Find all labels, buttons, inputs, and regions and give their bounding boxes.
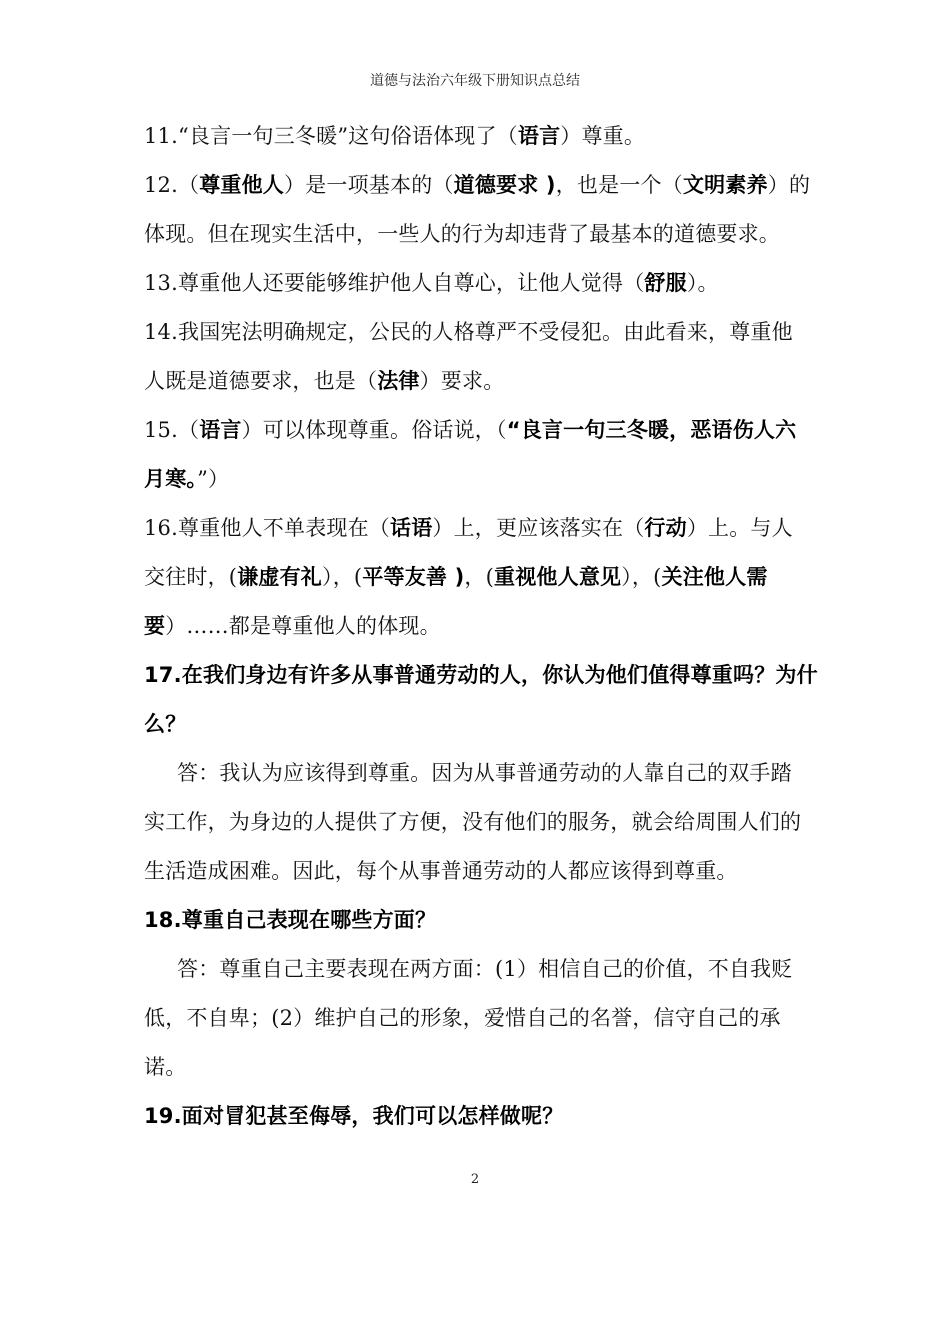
item-12-continued: 体现。但在现实生活中，一些人的行为却违背了最基本的道德要求。 — [144, 222, 780, 246]
text: ）。 — [686, 271, 719, 295]
item-12 — [144, 161, 834, 210]
question-18: 18.尊重自己表现在哪些方面？ — [144, 908, 437, 932]
text: 16.尊重他人不单表现在（ — [144, 516, 390, 540]
item-15-continued — [144, 455, 834, 504]
text: ，( — [464, 565, 495, 589]
text: ）可以体现尊重。俗话说，（ — [241, 418, 507, 442]
item-16-continued — [144, 553, 834, 602]
answer: 法律 — [377, 369, 420, 393]
item-14-continued — [144, 357, 834, 406]
item-16-end — [144, 602, 834, 651]
answer: 舒服 — [644, 271, 687, 295]
answer-17-continued: 实工作，为身边的人提供了方便，没有他们的服务，就会给周围人们的 — [144, 810, 802, 834]
answer-18-continued: 低，不自卑；(2）维护自己的形象，爱惜自己的名誉，信守自己的承 — [144, 1006, 781, 1030]
answer: 语言 — [199, 418, 242, 442]
question-17: 17.在我们身边有许多从事普通劳动的人，你认为他们值得尊重吗？为什 — [144, 663, 818, 687]
answer: 语言 — [517, 124, 561, 148]
text: 12.（ — [144, 173, 200, 197]
answer: 谦虚有礼 — [237, 565, 323, 589]
item-14: 14.我国宪法明确规定，公民的人格尊严不受侵犯。由此看来，尊重他 — [144, 320, 793, 344]
text: 15.（ — [144, 418, 200, 442]
text: 13.尊重他人还要能够维护他人自尊心，让他人觉得（ — [144, 271, 645, 295]
answer: 要 — [144, 614, 166, 638]
item-16 — [144, 504, 834, 553]
answer-18-end: 诺。 — [144, 1055, 187, 1079]
text: ）上，更应该落实在（ — [432, 516, 645, 540]
text: ），( — [322, 565, 363, 589]
item-13 — [144, 259, 834, 308]
text: ）是一项基本的（ — [284, 173, 454, 197]
answer: 道德要求 ) — [453, 173, 556, 197]
item-11 — [144, 112, 834, 161]
answer: 关注他人需 — [661, 565, 768, 589]
text: 交往时，( — [144, 565, 238, 589]
item-15 — [144, 406, 834, 455]
answer: 文明素养 — [682, 173, 768, 197]
text: ）……都是尊重他人的体现。 — [165, 614, 441, 638]
text: ，也是一个（ — [555, 173, 683, 197]
text: 11.“良言一句三冬暖”这句俗语体现了（ — [144, 124, 518, 148]
text: ）尊重。 — [560, 124, 646, 148]
answer: 平等友善 ) — [362, 565, 465, 589]
text: ）要求。 — [419, 369, 505, 393]
page-number: 2 — [470, 1172, 480, 1187]
text: ）上。与人 — [686, 516, 793, 540]
answer: “良言一句三冬暖，恶语伤人六 — [506, 418, 797, 442]
document-body — [144, 112, 834, 1141]
question-17-continued: 么？ — [144, 712, 187, 736]
answer-18: 答：尊重自己主要表现在两方面：(1）相信自己的价值，不自我贬 — [177, 957, 793, 981]
text: ）的 — [767, 173, 811, 197]
answer-17-end: 生活造成困难。因此，每个从事普通劳动的人都应该得到尊重。 — [144, 859, 738, 883]
text: ”） — [197, 467, 230, 491]
text: 人既是道德要求，也是（ — [144, 369, 378, 393]
answer: 行动 — [644, 516, 687, 540]
answer: 尊重他人 — [199, 173, 285, 197]
text: ），( — [621, 565, 662, 589]
answer: 话语 — [390, 516, 433, 540]
page-header: 道德与法治六年级下册知识点总结 — [370, 73, 580, 89]
answer-17: 答：我认为应该得到尊重。因为从事普通劳动的人靠自己的双手踏 — [177, 761, 792, 785]
question-19: 19.面对冒犯甚至侮辱，我们可以怎样做呢？ — [144, 1104, 564, 1128]
answer: 月寒。 — [144, 467, 198, 491]
answer: 重视他人意见 — [494, 565, 622, 589]
